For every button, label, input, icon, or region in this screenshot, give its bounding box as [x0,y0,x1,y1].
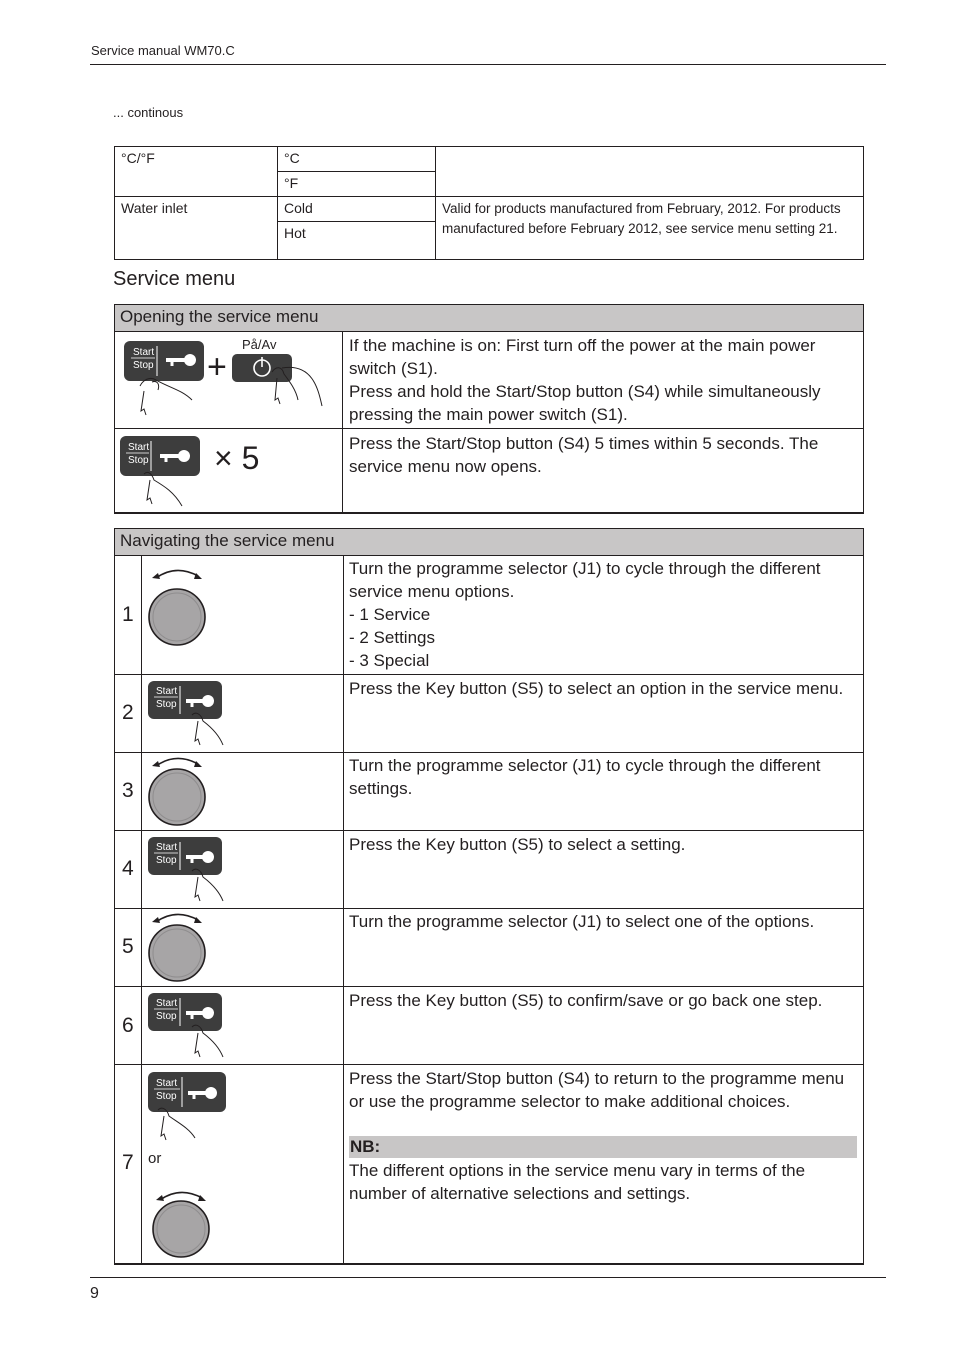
svg-text:+: + [207,348,227,386]
header-divider [90,64,886,65]
step-line: Turn the programme selector (J1) to cycle through the different service menu options. [349,559,821,601]
step-line: - 1 Service [349,605,431,624]
stop-label: Stop [133,360,154,371]
step-number: 3 [122,779,134,802]
step-text [349,557,859,672]
step-line: Turn the programme selector (J1) to select one of the options. [349,912,815,931]
step-text [349,989,859,1012]
step-text [349,833,859,856]
footer-divider [90,1277,886,1278]
setting-option: °F [284,175,299,191]
opening-header: Opening the service menu [114,304,864,331]
start-stop-times-five-illustration [118,432,333,510]
start-label: Start [128,442,150,453]
svg-text:Start: Start [156,998,178,1009]
step-line: Press the Key button (S5) to select an option in the service menu. [349,679,844,698]
section-title: Service menu [113,268,236,290]
step-line: - 2 Settings [349,628,435,647]
start-label: Start [133,347,155,358]
svg-text:Start: Start [156,842,178,853]
step-line: Press the Key button (S5) to confirm/save or go back one step. [349,991,823,1010]
step-line: - 3 Special [349,651,430,670]
times-five-label: × 5 [214,440,260,476]
step-text [349,754,859,800]
svg-text:Stop: Stop [156,1011,177,1022]
start-stop-key-button-icon [146,835,256,905]
stop-label: Stop [128,455,149,466]
step-number: 1 [122,603,134,626]
or-label: or [148,1150,162,1167]
opening-table [114,304,864,514]
step-number: 5 [122,935,134,958]
navigating-header: Navigating the service menu [114,528,864,555]
step-text [349,677,859,700]
running-header: Service manual WM70.C [91,43,235,58]
nb-text: The different options in the service menu vary in terms of the number of alternative selections and settings. [349,1161,806,1203]
opening-step-text [349,334,859,426]
step-number: 2 [122,701,134,724]
setting-option: °C [284,150,300,166]
page-number: 9 [90,1285,99,1302]
selector-knob-icon [146,752,216,828]
step-line: Press the Start/Stop button (S4) to return to the programme menu or use the programme selector to make additional choices. [349,1069,845,1111]
power-label: På/Av [242,337,277,352]
step-text [349,910,859,933]
nb-label: NB: [349,1136,857,1158]
setting-option: Cold [284,200,313,216]
step-number: 7 [122,1151,134,1174]
settings-table [114,146,864,260]
step-line: Turn the programme selector (J1) to cycle through the different settings. [349,756,821,798]
svg-text:Stop: Stop [156,855,177,866]
opening-step-line: Press the Start/Stop button (S4) 5 times within 5 seconds. The service menu now opens. [349,434,819,476]
start-stop-key-button-icon [146,679,256,749]
opening-step-line: If the machine is on: First turn off the power at the main power switch (S1). [349,336,816,378]
step-line: Press the Key button (S5) to select a setting. [349,835,686,854]
start-stop-key-button-icon [146,991,256,1061]
selector-knob-icon [150,1188,220,1260]
setting-note: Valid for products manufactured from February, 2012. For products manufactured before February 2012, see service menu setting 21. [442,201,841,236]
opening-step-line: Press and hold the Start/Stop button (S4) while simultaneously pressing the main power switch (S1). [349,382,821,424]
selector-knob-icon [146,556,216,652]
start-stop-plus-power-illustration [122,336,337,424]
selector-knob-icon [146,908,216,984]
step-number: 4 [122,857,134,880]
continued-note: ... continous [113,105,184,120]
start-stop-key-button-icon [146,1070,256,1146]
step-text [349,1067,859,1113]
step-number: 6 [122,1014,134,1037]
svg-text:Start: Start [156,686,178,697]
opening-step-text [349,432,859,478]
setting-option: Hot [284,225,306,241]
setting-name: Water inlet [121,200,188,216]
svg-text:Stop: Stop [156,1091,177,1102]
svg-text:Start: Start [156,1078,178,1089]
setting-name: °C/°F [121,150,155,166]
navigating-table [114,528,864,1265]
svg-text:Stop: Stop [156,699,177,710]
